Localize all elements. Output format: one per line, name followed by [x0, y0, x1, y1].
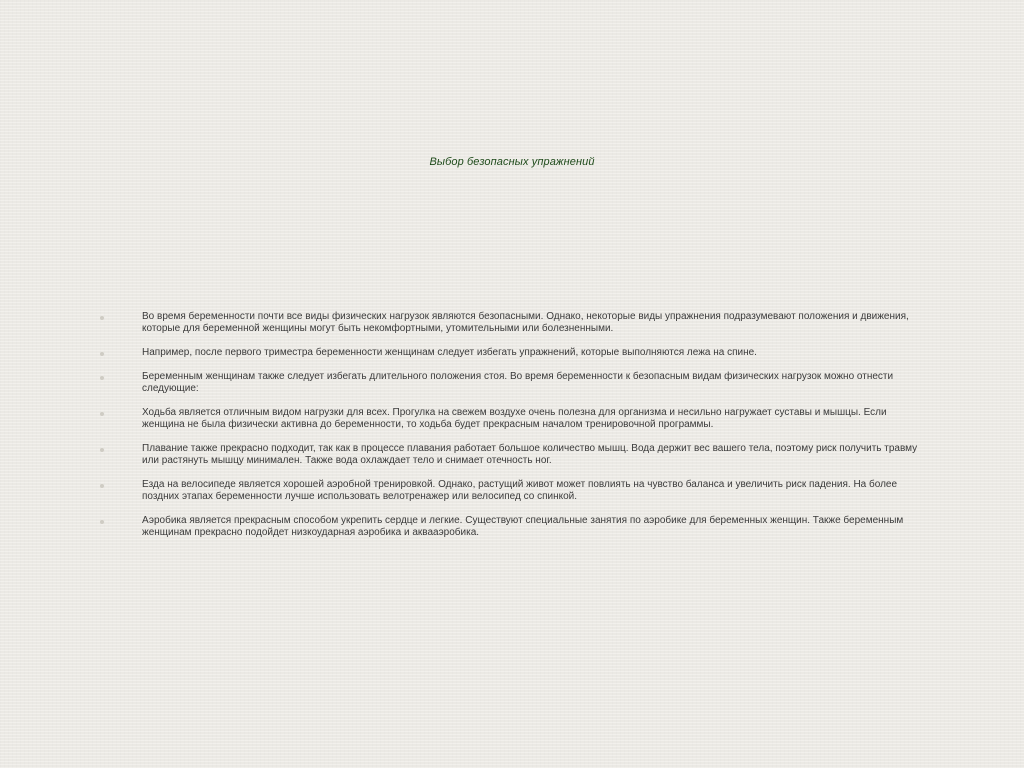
bullet-dot-icon	[100, 484, 104, 488]
list-item	[100, 515, 930, 539]
bullet-dot-icon	[100, 520, 104, 524]
list-item	[100, 479, 930, 503]
bullet-dot-icon	[100, 448, 104, 452]
bullet-text: Плавание также прекрасно подходит, так как в процессе плавания работает большое количество мышц. Вода держит вес вашего тела, поэтому риск получить травму или растянуть мышцу минимален. Также вода охлаждает тело и снимает отечность ног.	[142, 443, 918, 466]
bullet-dot-icon	[100, 412, 104, 416]
bullet-list	[100, 311, 930, 551]
bullet-dot-icon	[100, 316, 104, 320]
bullet-dot-icon	[100, 352, 104, 356]
list-item	[100, 311, 930, 335]
bullet-text: Во время беременности почти все виды физических нагрузок являются безопасными. Однако, некоторые виды упражнения подразумевают положения и движения, которые для беременной женщины могут быть некомфортными, утомительными или болезненными.	[142, 311, 909, 334]
bullet-text: Аэробика является прекрасным способом укрепить сердце и легкие. Существуют специальные занятия по аэробике для беременных женщин. Также беременным женщинам прекрасно подойдет низкоударная аэробика и аквааэробика.	[142, 515, 904, 538]
slide-title: Выбор безопасных упражнений	[429, 156, 595, 168]
list-item	[100, 443, 930, 467]
bullet-dot-icon	[100, 376, 104, 380]
list-item	[100, 407, 930, 431]
bullet-text: Беременным женщинам также следует избегать длительного положения стоя. Во время беременности к безопасным видам физических нагрузок можно отнести следующие:	[142, 371, 894, 394]
list-item	[100, 371, 930, 395]
bullet-text: Ходьба является отличным видом нагрузки для всех. Прогулка на свежем воздухе очень полезна для организма и несильно нагружает суставы и мышцы. Если женщина не была физически активна до беременности, то ходьба будет прекрасным началом тренировочной программы.	[142, 407, 887, 430]
list-item	[100, 347, 930, 359]
bullet-text: Например, после первого триместра беременности женщинам следует избегать упражнений, которые выполняются лежа на спине.	[142, 347, 757, 358]
bullet-text: Езда на велосипеде является хорошей аэробной тренировкой. Однако, растущий живот может повлиять на чувство баланса и увеличить риск падения. На более поздних этапах беременности лучше использовать велотренажер или велосипед со спинкой.	[142, 479, 898, 502]
